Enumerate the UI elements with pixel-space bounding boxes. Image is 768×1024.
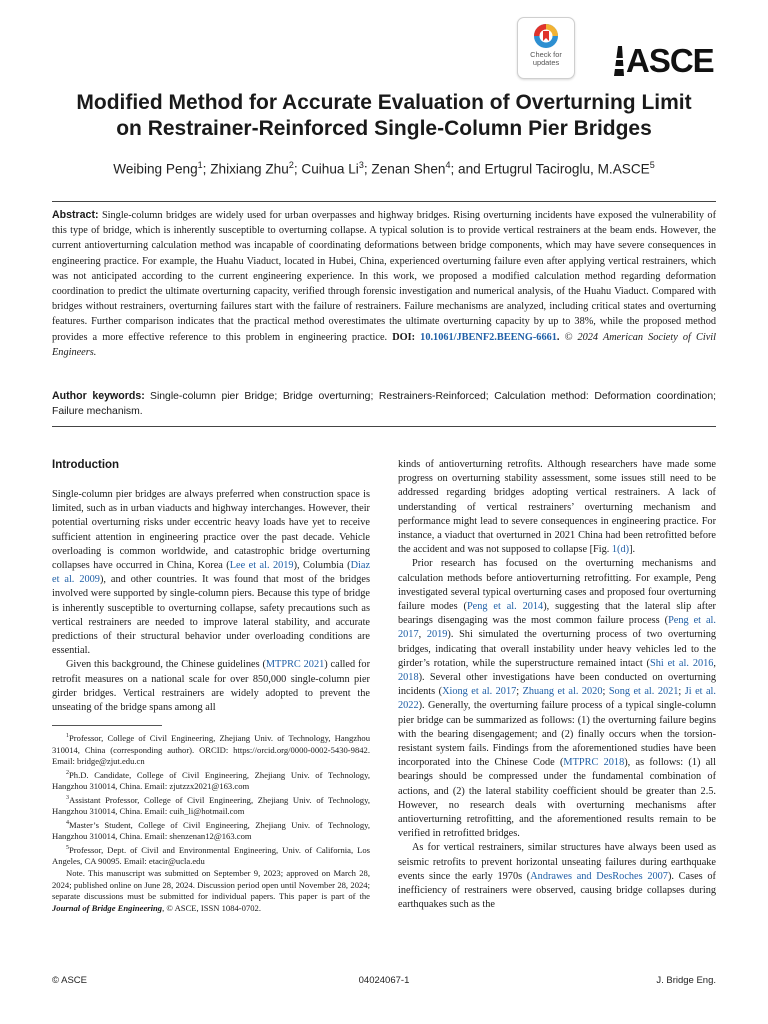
right-column (398, 458, 716, 913)
right-paragraph-3 (398, 841, 716, 912)
paragraph-text: ; (602, 686, 609, 698)
footnote-5: $^5$Professor, Dept. of Civil and Environmental Engineering, Univ. of California, Los Angeles, CA 90095. Email: etacir@ucla.edu (52, 844, 370, 867)
paragraph-text: kinds of antioverturning retrofits. Although researchers have made some progress on overturning stability assessment, some issues still need to be addressed regarding bridges adopting vertical restrainers. A lack of understanding of vertical restrainers’ overturning mechanism and performance might lead to severe consequences in engineering practice. For instance, a viaduct that overturned in 2021 China had been retrofitted before the accident and was not supposed to collapse [Fig. (398, 459, 716, 556)
paragraph-text: ]. (629, 544, 636, 556)
title-line-2: on Restrainer-Reinforced Single-Column Pier Bridges (116, 117, 652, 140)
author-affiliation-mark: 4 (445, 160, 451, 170)
footnote-text: Assistant Professor, College of Civil Engineering, Zhejiang Univ. of Technology, Hangzhou 310014, China. Email: cuih_li@hotmail.com (52, 794, 370, 817)
abstract: Abstract: Single-column bridges are widely used for urban overpasses and highway bridges. Rising overturning incidents have exposed the vulnerability of this type of bridge, which is inherently susceptible to overturning collapse. A typical solution is to provide vertical restrainers at the beam ends. However, the current antioverturning calculation method was incapable of coordinating deformations between bridge components, which may have severe consequences in engineering practice. For example, the Huahu Viaduct, located in Hubei, China, experienced overturning failure even after applying vertical restrainers, which was not anticipated according to the current engineering experience. In this work, we proposed a modified calculation method regarding deformation coordination to predict the ultimate overturning capacity, verified through forensic investigation and numerical analysis, of the Huahu Viaduct. Compared with bridges without restrainers, overturning failures start with the failure of restrainers. Failure mechanisms are analyzed, including critical states and overturning features. Further comparison indicates that the practical method overestimates the ultimate overturning capacity by up to 38%, while the proposed method provides a more effective reference to this problem in engineering practice. DOI: 10.1061/JBENF2.BEENG-6661. © 2024 American Society of Civil Engineers. (52, 209, 716, 358)
citation-link[interactable]: 2018 (398, 672, 419, 684)
footnote-text: Master’s Student, College of Civil Engineering, Zhejiang Univ. of Technology, Hangzhou 310014, China. Email: shenzenan12@163.com (52, 819, 370, 842)
footnote-rule (52, 725, 162, 726)
keywords-text: Single-column pier Bridge; Bridge overturning; Restrainers-Reinforced; Calculation method: Deformation coordination; Failure mechanism. (52, 391, 716, 418)
paragraph-text: ). Generally, the overturning failure process of a typical single-column pier bridge can be summarized as follows: (1) the overturning failure begins with the bearing disengagement; and (2) finally occurs when the torsion-resistant system fails. Findings from the aforementioned studies have been incorporated into the Chinese Code ( (398, 700, 716, 769)
footnote-2: $^2$Ph.D. Candidate, College of Civil Engineering, Zhejiang Univ. of Technology, Hangzhou 310014, China. Email: zjutzzx2021@163.com (52, 769, 370, 792)
footnote-1: $^1$Professor, College of Civil Engineering, Zhejiang Univ. of Technology, Hangzhou 310014, China (corresponding author). ORCID: https://orcid.org/0000-0002-5430-9842. Email: bridge@zjut.edu.cn (52, 733, 370, 767)
check-for-updates-icon (533, 23, 559, 49)
footnote-3: $^3$Assistant Professor, College of Civil Engineering, Zhejiang Univ. of Technology, Hangzhou 310014, China. Email: cuih_li@hotmail.com (52, 794, 370, 817)
footnotes (52, 731, 370, 914)
author-name: Zhixiang Zhu (210, 161, 289, 177)
submission-note (52, 868, 370, 914)
citation-link[interactable]: Peng et al. 2014 (466, 601, 544, 613)
paragraph-text: ), Columbia ( (293, 560, 351, 572)
footer-copyright: © ASCE (52, 975, 87, 986)
note-text: Note. This manuscript was submitted on September 9, 2023; approved on March 28, 2024; published online on June 28, 2024. Discussion period open until November 28, 2024; separate discussions must be submitted for individual papers. This paper is part of the (52, 868, 370, 902)
citation-link[interactable]: Song et al. 2021 (608, 686, 679, 698)
copyright: © 2024 American Society of Civil Engineers. (52, 331, 716, 358)
author-affiliation-mark: 2 (288, 160, 294, 170)
footnote-text: Professor, Dept. of Civil and Environmental Engineering, Univ. of California, Los Angeles, CA 90095. Email: etacir@ucla.edu (52, 844, 370, 867)
badge-line-1: Check for (530, 50, 562, 59)
author-affiliation-mark: 3 (358, 160, 364, 170)
paragraph-text: , (418, 629, 427, 641)
author-separator: ; (293, 161, 302, 177)
right-paragraph-1 (398, 458, 716, 557)
citation-link[interactable]: MTPRC 2021 (265, 659, 325, 671)
paragraph-text: As for vertical restrainers, similar structures have always been used as seismic retrofits to prevent horizontal unseating failures during earthquake events since the early 1970s ( (398, 842, 716, 882)
paragraph-text: Prior research has focused on the overturning mechanisms and calculation methods before antioverturning retrofitting. For example, Peng investigated several typical overturning cases and proposed four overturning failure modes ( (398, 558, 716, 613)
paragraph-text: ). Shi simulated the overturning process of two overturning bridges, indicating that overall instability under heavy vehicles led to the girder’s rotation, while the superstructure remained intact ( (398, 629, 716, 669)
footnote-text: Professor, College of Civil Engineering, Zhejiang Univ. of Technology, Hangzhou 310014, China (corresponding author). ORCID: https://orcid.org/0000-0002-5430-9842. Email: bridge@zjut.edu.cn (52, 733, 370, 767)
badge-line-2: updates (532, 58, 560, 67)
paragraph-text: , (713, 657, 716, 669)
citation-link[interactable]: 2019 (426, 629, 448, 641)
footer-page-number: 04024067-1 (358, 975, 410, 986)
paragraph-text: ; (516, 686, 523, 698)
journal-name: Journal of Bridge Engineering (52, 902, 163, 913)
footer-journal: J. Bridge Eng. (656, 975, 716, 986)
author-name: Weibing Peng (113, 161, 198, 177)
note-text: , © ASCE, ISSN 1084-0702. (162, 902, 262, 913)
doi-label: DOI: (392, 331, 416, 343)
abstract-top-rule (52, 201, 716, 202)
check-for-updates-badge[interactable] (517, 17, 575, 79)
citation-link[interactable]: Shi et al. 2016 (650, 657, 714, 669)
intro-paragraph-1 (52, 488, 370, 658)
page-footer (52, 975, 716, 991)
paragraph-text: Single-column pier bridges are always preferred when construction space is limited, such as in urban viaducts and highway interchanges. However, their potential overturning risks under eccentric heavy loads have yet to receive sufficient attention in engineering practice over the past decade. Vehicle overloading is common worldwide, and catastrophic bridge overturning collapses have occurred in China, Korea ( (52, 489, 370, 572)
citation-link[interactable]: MTPRC 2018 (563, 757, 625, 769)
author-separator: ; (202, 161, 211, 177)
author-separator: ; and (450, 161, 485, 177)
author-affiliation-mark: 1 (197, 160, 203, 170)
citation-link[interactable]: Lee et al. 2019 (229, 560, 294, 572)
paragraph-text: ). Cases of inefficiency of restrainers were observed, causing bridge collapses during earthquakes such as the (398, 870, 716, 911)
author-keywords (52, 389, 716, 419)
author-name: Cuihua Li (301, 161, 359, 177)
paragraph-text: ). Several other investigations have been conducted on overturning incidents ( (398, 672, 716, 698)
footnote-text: Ph.D. Candidate, College of Civil Engineering, Zhejiang Univ. of Technology, Hangzhou 310014, China. Email: zjutzzx2021@163.com (52, 769, 370, 792)
paragraph-text: ) called for retrofit measures on a national scale for over 850,000 single-column pier girder bridges. Vertical restrainers are widely adopted to prevent the unseating of the bridge spans among all (52, 659, 370, 714)
intro-paragraph-2 (52, 658, 370, 715)
author-list (40, 160, 728, 177)
citation-link[interactable]: Diaz et al. 2009 (52, 560, 371, 586)
keywords-label: Author keywords: (52, 390, 145, 402)
citation-link[interactable]: Xiong et al. 2017 (442, 686, 517, 698)
title-line-1: Modified Method for Accurate Evaluation of Overturning Limit (76, 91, 692, 114)
abstract-label: Abstract: (52, 209, 99, 221)
author-affiliation-mark: 5 (649, 160, 655, 170)
citation-link[interactable]: Andrawes and DesRoches 2007 (530, 870, 668, 882)
author-name: Ertugrul Taciroglu, M.ASCE (484, 161, 650, 177)
figure-link[interactable]: 1(d) (611, 544, 630, 556)
section-heading-introduction: Introduction (52, 459, 120, 471)
asce-logo (612, 42, 718, 80)
left-column (52, 458, 370, 914)
citation-link[interactable]: Ji et al. 2022 (398, 686, 716, 712)
doi-link[interactable]: 10.1061/JBENF2.BEENG-6661 (420, 331, 557, 343)
citation-link[interactable]: Zhuang et al. 2020 (522, 686, 603, 698)
paragraph-text: ; (678, 686, 685, 698)
author-separator: ; (363, 161, 372, 177)
footnote-4: $^4$Master’s Student, College of Civil Engineering, Zhejiang Univ. of Technology, Hangzhou 310014, China. Email: shenzenan12@163.com (52, 819, 370, 842)
paragraph-text: ), and other countries. It was found that most of the bridges involved were supported by single-column piers. Because this type of bridge is inherently susceptible to overturning collapse, safety precautions such as vertical restrainers are needed to improve lateral stability, and accurate predictions of their structural behavior under overloading conditions are essential. (52, 574, 370, 657)
paper-title (40, 90, 728, 142)
asce-logo-mark-icon (612, 46, 624, 76)
asce-logo-text: ASCE (626, 42, 714, 79)
keywords-bottom-rule (52, 426, 716, 427)
paragraph-text: ), as follows: (1) all bearings should be compressed under the fundamental combination of actions, and (2) the lateral stability coefficient should be greater than 2.5. However, no research deals with overturning mechanisms after antioverturning retrofitting, and the aforementioned results remain to be verified in retrofitted bridges. (398, 757, 717, 840)
right-paragraph-2 (398, 557, 716, 841)
abstract-text: Single-column bridges are widely used for urban overpasses and highway bridges. Rising overturning incidents have exposed the vulnerability of this type of bridge, which is inherently susceptible to overturning collapse. A typical solution is to provide vertical restrainers at the beam ends. However, the current antioverturning calculation method was incapable of coordinating deformations between bridge components, which may have severe consequences in engineering practice. For example, the Huahu Viaduct, located in Hubei, China, experienced overturning failure even after applying vertical restrainers, which was not anticipated according to the current engineering experience. In this work, we proposed a modified calculation method regarding deformation coordination to predict the ultimate overturning capacity, verified through forensic investigation and numerical analysis, of the Huahu Viaduct. Compared with bridges without restrainers, overturning failures start with the failure of restrainers. Failure mechanisms are analyzed, including critical states and overturning features. Further comparison indicates that the practical method overestimates the ultimate overturning capacity by up to 38%, while the proposed method provides a more effective reference to this problem in engineering practice. (52, 210, 716, 343)
citation-link[interactable]: Peng et al. 2017 (398, 615, 716, 641)
paragraph-text: Given this background, the Chinese guidelines ( (66, 659, 266, 671)
paragraph-text: ), suggesting that the lateral slip after bearings disengaging was the most common failure process ( (398, 601, 716, 627)
author-name: Zenan Shen (371, 161, 446, 177)
